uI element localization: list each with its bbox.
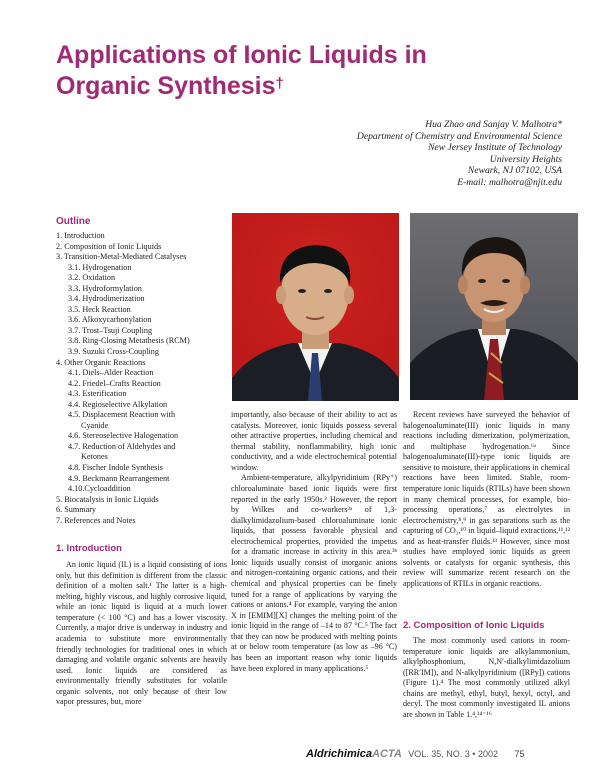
outline-heading: Outline	[56, 216, 91, 227]
outline-item: 3.5. Heck Reaction	[68, 304, 131, 314]
portrait-right-illustration	[410, 213, 578, 400]
outline-item: 3.3. Hydroformylation	[68, 283, 142, 293]
outline-item: 5. Biocatalysis in Ionic Liquids	[56, 494, 159, 504]
outline-item: Cyanide	[81, 420, 109, 430]
article-title	[56, 40, 496, 102]
outline-item: 3. Transition-Metal-Mediated Catalyses	[56, 252, 187, 262]
intro-paragraph: An ionic liquid (IL) is a liquid consisting of ions only, but this definition is different from the classic definition of a molten salt.¹ The latter is a high-melting, highly viscous, and highly corrosive liquid, while an ionic liquid is liquid at a much lower temperature (< 100 °C) and has a lower viscosity. Currently, a major drive is underway in industry and academia to substitute more environmentally friendly technologies for traditional ones in which damaging and volatile organic solvents are heavily used. Ionic liquids are considered as environmentally friendly substitutes for volatile organic solvents, not only because of their low vapor pressures, but, more	[56, 560, 227, 707]
outline-item: 4.3. Esterification	[68, 389, 127, 399]
outline-item: 4.6. Stereoselective Halogenation	[68, 431, 179, 441]
journal-brand-acta: ACTA	[372, 748, 402, 760]
author-campus: University Heights	[489, 153, 562, 165]
outline-item: 4.7. Reduction of Aldehydes and	[68, 441, 176, 451]
author-institution: New Jersey Institute of Technology	[428, 142, 562, 154]
outline-item: 3.7. Trost–Tsuji Coupling	[68, 325, 153, 335]
right-paragraph-1: Recent reviews have surveyed the behavior of halogenoaluminate(III) ionic liquids in many reactions including dimerization, polymerization, and multiphase hydrogenation.⁶ᵃ Since halogenoaluminate(III)-type ionic liquids are sensitive to moisture, their applications in chemical reactions have been limited. Stable, room-temperature ionic liquids (RTILs) have been shown in many chemical processes, for example, bio-processing operations,⁷ as electrolytes in electrochemistry,⁸,⁹ in gas separations such as the capturing of CO₂,¹⁰ in liquid–liquid extractions,¹¹,¹² and as heat-transfer fluids.¹³ However, since most studies have employed ionic liquids as green solvents or catalysts for organic synthesis, this review will summarize recent research on the applications of RTILs in organic reactions.	[403, 410, 570, 588]
author-names: Hua Zhao and Sanjay V. Malhotra*	[425, 119, 562, 130]
outline-item: 4.2. Friedel–Crafts Reaction	[68, 378, 161, 388]
outline-item: 3.4. Hydrodimerization	[68, 294, 145, 304]
section-heading-introduction: 1. Introduction	[56, 543, 122, 554]
journal-brand: Aldrichimica	[306, 748, 373, 760]
outline-item: 4.5. Displacement Reaction with	[68, 410, 176, 420]
outline-item: 4.4. Regioselective Alkylation	[68, 399, 168, 409]
author-email: E-mail: malhotra@njit.edu	[457, 176, 562, 188]
outline-item: 3.6. Alkoxycarbonylation	[68, 315, 152, 325]
outline-item: 3.9. Suzuki Cross-Coupling	[68, 347, 159, 357]
author-block	[232, 119, 562, 189]
outline-item: 1. Introduction	[56, 231, 105, 240]
section-heading-composition: 2. Composition of Ionic Liquids	[403, 620, 545, 631]
right-paragraph-2: The most commonly used cations in room-temperature ionic liquids are alkylammonium, alkylphosphonium, N,N′-dialkylimidazolium ([RR′IM]), and N-alkylpyridinium ([RPy]) cations (Figure 1).⁴ The most commonly utilized alkyl chains are methyl, ethyl, butyl, hexyl, octyl, and decyl. The most commonly investigated IL anions are shown in Table 1.⁴,¹⁴⁻¹⁶	[403, 636, 570, 719]
column-right	[403, 410, 570, 590]
column-right-composition	[403, 636, 570, 721]
outline-item: 2. Composition of Ionic Liquids	[56, 241, 162, 251]
middle-paragraph-2: Ambient-temperature, alkylpyridinium (RPy⁺) chloroaluminate based ionic liquids were first reported in the early 1950s.² However, the report by Wilkes and co-workers³ᵃ of 1,3-dialkylimidazolium-based chloroaluminate ionic liquids, that possess favorable physical and electrochemical properties, provided the impetus for a dramatic increase in activity in this area.³ᵇ Ionic liquids usually consist of inorganic anions and nitrogen-containing organic cations, and their chemical and physical properties can be finely tuned for a range of applications by varying the cations or anions.⁴ For example, varying the anion X in [EMIM][X] changes the melting point of the ionic liquid in the range of –14 to 87 °C.⁵ The fact that they can now be produced with melting points at or below room temperature (as low as –96 °C) has been an important reason why ionic liquids have been explored in many applications.⁵	[231, 473, 397, 673]
middle-paragraph-1: importantly, also because of their ability to act as catalysts. Moreover, ionic liquids possess several other attractive properties, including chemical and thermal stability, nonflammability, high ionic conductivity, and a wide electrochemical potential window.	[231, 410, 397, 472]
title-footnote-mark: †	[275, 75, 284, 92]
outline-item: Ketones	[81, 452, 108, 462]
page-number: 75	[514, 749, 525, 759]
outline-item: 3.8. Ring-Closing Metathesis (RCM)	[68, 336, 190, 346]
outline-item: 3.2. Oxidation	[68, 273, 116, 283]
outline-item: 6. Summary	[56, 505, 97, 515]
outline-item: 4. Other Organic Reactions	[56, 357, 146, 367]
column-middle	[231, 410, 397, 674]
column-introduction	[56, 560, 227, 708]
author-city: Newark, NJ 07102, USA	[467, 165, 562, 177]
outline-item: 7. References and Notes	[56, 515, 136, 525]
outline-item: 4.8. Fischer Indole Synthesis	[68, 463, 163, 473]
author-department: Department of Chemistry and Environmental Science	[356, 130, 562, 142]
author-photo-right	[410, 213, 578, 400]
outline-item: 4.9. Beckmann Rearrangement	[68, 473, 170, 483]
author-photo-left	[232, 213, 399, 401]
outline-item: 4.10.Cycloaddition	[68, 484, 131, 494]
outline-item: 4.1. Diels–Alder Reaction	[68, 368, 154, 378]
article-title-text: Applications of Ionic Liquids in Organic Synthesis	[56, 41, 427, 100]
outline-item: 3.1. Hydrogenation	[68, 262, 132, 272]
journal-issue: VOL. 35, NO. 3 • 2002	[408, 749, 498, 759]
page-footer	[306, 748, 525, 760]
outline-list	[56, 231, 226, 526]
portrait-left-illustration	[232, 213, 399, 401]
